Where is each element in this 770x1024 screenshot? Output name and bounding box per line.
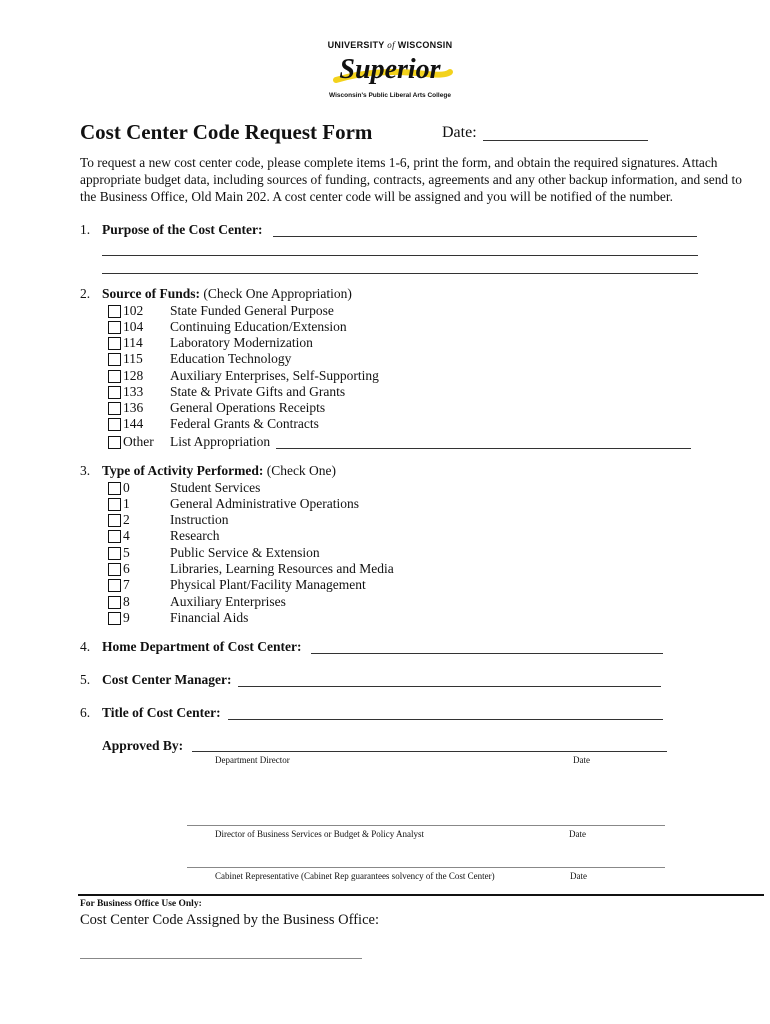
business-office-heading: For Business Office Use Only: (80, 899, 202, 909)
assigned-code-field[interactable] (80, 958, 362, 959)
funds-code: 104 (123, 319, 144, 334)
funds-code: 102 (123, 303, 144, 318)
activity-desc: Research (170, 528, 220, 543)
signer-date-label: Date (570, 871, 587, 881)
funds-desc: Continuing Education/Extension (170, 319, 347, 334)
activity-checkbox-2[interactable] (108, 514, 121, 527)
activity-checkbox-6[interactable] (108, 563, 121, 576)
activity-checkbox-0[interactable] (108, 482, 121, 495)
signer-date-label: Date (573, 755, 590, 765)
cabinet-rep-signature-line[interactable] (187, 867, 665, 868)
activity-checkbox-1[interactable] (108, 498, 121, 511)
item-3-number: 3. (80, 463, 91, 478)
superior-script-logo (326, 50, 454, 90)
funds-hint: (Check One Appropriation) (203, 286, 352, 301)
activity-code: 5 (123, 545, 130, 560)
funds-code: 114 (123, 335, 143, 350)
logo-script-text: Superior (339, 54, 441, 85)
funds-desc: Education Technology (170, 351, 292, 366)
logo-of-text: of (387, 40, 395, 50)
section-divider (78, 894, 764, 896)
manager-title-label: Title of Cost Center: (102, 705, 221, 720)
activity-code: 7 (123, 577, 130, 592)
signer-role: Department Director (215, 755, 290, 765)
director-signature-line[interactable] (192, 751, 667, 752)
funds-code: Other (123, 434, 154, 449)
item-5-number: 5. (80, 672, 91, 687)
university-logo (326, 40, 454, 104)
activity-desc: Instruction (170, 512, 229, 527)
approved-by-label: Approved By: (102, 738, 184, 753)
date-label: Date: (442, 124, 477, 141)
activity-hint: (Check One) (266, 463, 337, 478)
funds-checkbox-136[interactable] (108, 402, 121, 415)
purpose-label: Purpose of the Cost Center: (102, 222, 263, 237)
other-appropriation-field[interactable] (276, 448, 691, 449)
item-1-number: 1. (80, 222, 91, 237)
funds-desc: State & Private Gifts and Grants (170, 384, 346, 399)
activity-checkbox-5[interactable] (108, 547, 121, 560)
funds-heading (102, 286, 352, 302)
purpose-field-line-3[interactable] (102, 273, 698, 274)
signer-date-label: Date (569, 829, 586, 839)
logo-tagline: Wisconsin's Public Liberal Arts College (329, 92, 451, 99)
activity-desc: Financial Aids (170, 610, 249, 625)
funds-desc: General Operations Receipts (170, 400, 326, 415)
form-title: Cost Center Code Request Form (80, 120, 373, 144)
activity-desc: General Administrative Operations (170, 496, 359, 511)
item-2-number: 2. (80, 286, 91, 301)
activity-desc: Auxiliary Enterprises (170, 594, 286, 609)
funds-checkbox-102[interactable] (108, 305, 121, 318)
logo-wisconsin-text: WISCONSIN (397, 40, 453, 50)
funds-desc: Laboratory Modernization (170, 335, 313, 350)
funds-checkbox-133[interactable] (108, 386, 121, 399)
funds-checkbox-other[interactable] (108, 436, 121, 449)
activity-desc: Physical Plant/Facility Management (170, 577, 366, 592)
item-6-number: 6. (80, 705, 91, 720)
date-field[interactable] (483, 140, 648, 141)
funds-label: Source of Funds: (102, 286, 201, 301)
activity-code: 4 (123, 528, 130, 543)
logo-university-text: UNIVERSITY (327, 40, 385, 50)
funds-code: 136 (123, 400, 144, 415)
activity-desc: Public Service & Extension (170, 545, 320, 560)
business-services-signature-line[interactable] (187, 825, 665, 826)
home-dept-field[interactable] (311, 653, 663, 654)
funds-code: 115 (123, 351, 143, 366)
activity-checkbox-9[interactable] (108, 612, 121, 625)
funds-code: 133 (123, 384, 144, 399)
instructions-paragraph: To request a new cost center code, please complete items 1-6, print the form, and obtain the required signatures. Attach appropriate budget data, including sources of funding, contracts, agreements and any other backup information, and send to the Business Office, Old Main 202. A cost center code will be assigned and you will be notified of the number. (80, 155, 742, 204)
activity-code: 1 (123, 496, 130, 511)
activity-desc: Student Services (170, 480, 261, 495)
activity-checkbox-4[interactable] (108, 530, 121, 543)
logo-wordmark (326, 40, 454, 50)
funds-desc: Auxiliary Enterprises, Self-Supporting (170, 368, 379, 383)
funds-desc: List Appropriation (170, 434, 271, 449)
activity-code: 0 (123, 480, 130, 495)
activity-code: 2 (123, 512, 130, 527)
funds-desc: State Funded General Purpose (170, 303, 334, 318)
item-4-number: 4. (80, 639, 91, 654)
activity-desc: Libraries, Learning Resources and Media (170, 561, 394, 576)
activity-code: 8 (123, 594, 130, 609)
signer-role: Cabinet Representative (Cabinet Rep guarantees solvency of the Cost Center) (215, 871, 495, 881)
manager-title-field[interactable] (228, 719, 663, 720)
funds-checkbox-128[interactable] (108, 370, 121, 383)
funds-code: 144 (123, 416, 144, 431)
funds-desc: Federal Grants & Contracts (170, 416, 319, 431)
funds-checkbox-104[interactable] (108, 321, 121, 334)
manager-label: Cost Center Manager: (102, 672, 232, 687)
purpose-field-line-2[interactable] (102, 255, 698, 256)
funds-checkbox-114[interactable] (108, 337, 121, 350)
funds-code: 128 (123, 368, 144, 383)
activity-code: 9 (123, 610, 130, 625)
activity-checkbox-8[interactable] (108, 596, 121, 609)
home-dept-label: Home Department of Cost Center: (102, 639, 302, 654)
activity-code: 6 (123, 561, 130, 576)
manager-field[interactable] (238, 686, 661, 687)
purpose-field-line-1[interactable] (273, 236, 697, 237)
signer-role: Director of Business Services or Budget & Policy Analyst (215, 829, 424, 839)
activity-label: Type of Activity Performed: (102, 463, 264, 478)
activity-checkbox-7[interactable] (108, 579, 121, 592)
code-assigned-label: Cost Center Code Assigned by the Business Office: (80, 912, 379, 928)
funds-checkbox-144[interactable] (108, 418, 121, 431)
funds-checkbox-115[interactable] (108, 353, 121, 366)
activity-heading (102, 463, 336, 479)
